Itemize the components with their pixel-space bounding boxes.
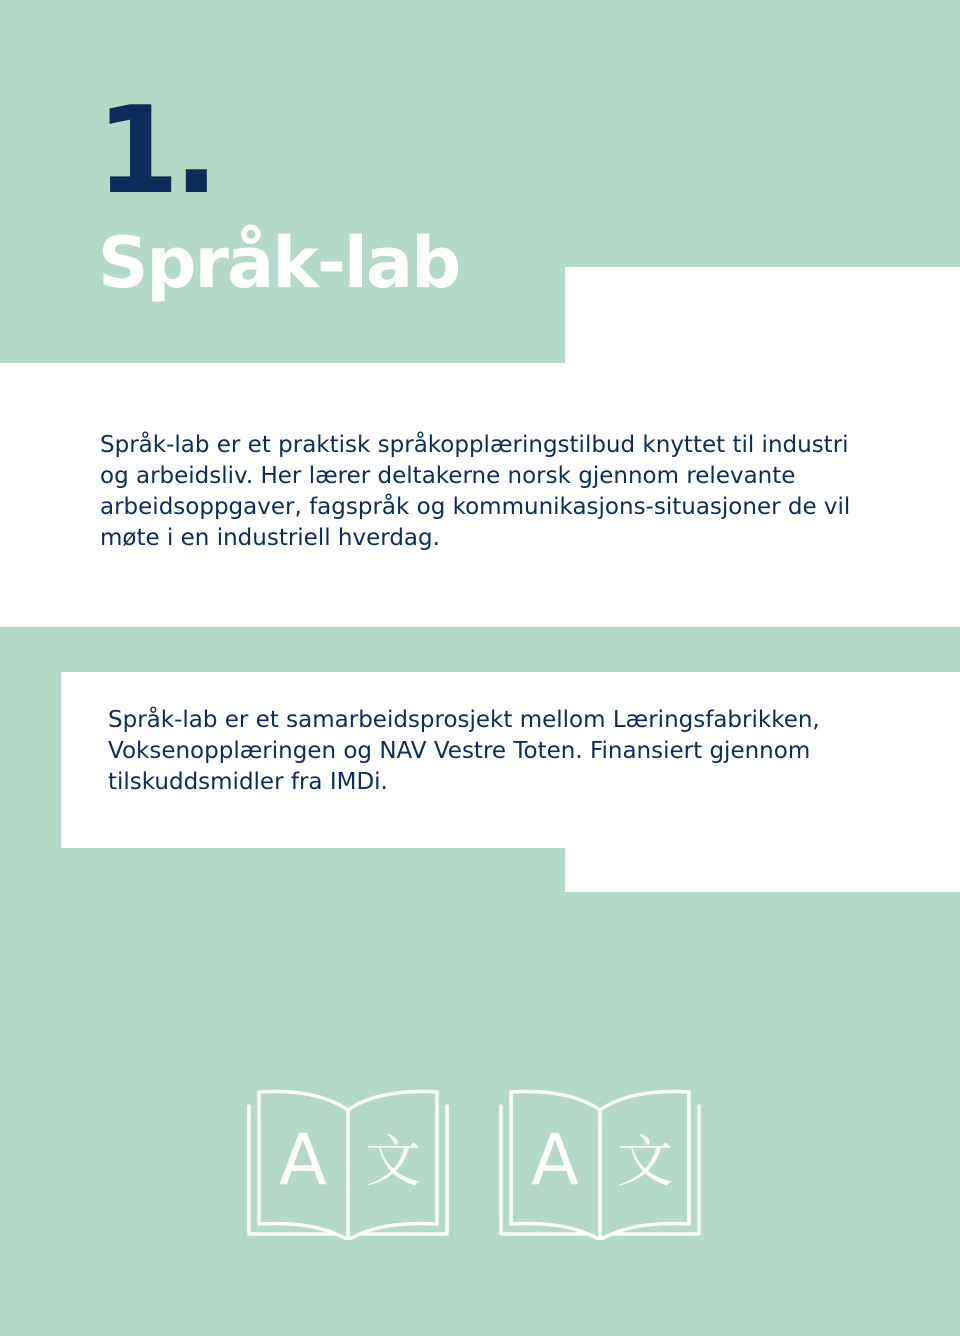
translate-book-icon <box>245 1084 451 1240</box>
partners-paragraph: Språk-lab er et samarbeidsprosjekt mellom Læringsfabrikken, Voksenopplæringen og NAV Vestre Toten. Finansiert gjennom tilskuddsmidler fra IMDi. <box>108 707 820 795</box>
section-title: Språk-lab <box>98 222 460 304</box>
glyph-chinese: 文 <box>365 1130 421 1195</box>
glyph-latin: A <box>279 1119 327 1201</box>
intro-paragraph: Språk-lab er et praktisk språkopplæringstilbud knyttet til industri og arbeidsliv. Her lærer deltakerne norsk gjennom relevante arbeidsoppgaver, fagspråk og kommunikasjons-situasjoner de vil møte i en industriell hverdag. <box>100 432 851 551</box>
partners-panel-tab <box>565 846 960 892</box>
translate-book-icon <box>497 1084 703 1240</box>
glyph-chinese: 文 <box>617 1130 673 1195</box>
intro-panel-tab <box>565 267 960 367</box>
glyph-latin: A <box>531 1119 579 1201</box>
section-number: 1. <box>96 82 214 221</box>
